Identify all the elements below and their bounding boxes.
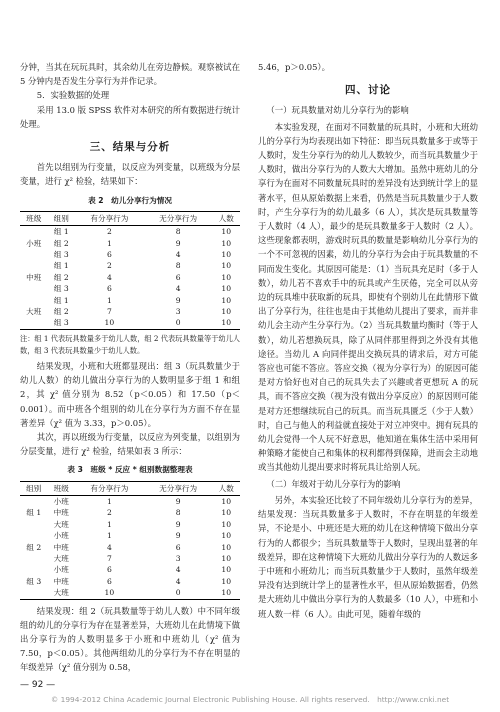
table-cell: 大班 [53,519,69,529]
table-cell: 中班 [26,272,42,282]
paragraph-discussion-1: 本实验发现，在面对不同数量的玩具时，小班和大班幼儿的分享行为均表现出如下特征：即当玩具数量多于或等于人数时，发生分享行为的幼儿人数较少，而当玩具数量少于人数时，做出分享行为的人数大大增加。虽然中班幼儿的分享行为在面对不同数量玩具时的差异没有达到统计学上的显著水平，但从原始数据上来看，仍然是当玩具数量少于人数时，产生分享行为的幼儿最多（6 人），其次是玩具数量等于人数时（4 人），最少的是玩具数量多于人数时（2 人）。这些现象都表明，游戏时玩具的数量是影响幼儿分享行为的一个不可忽视的因素，幼儿的分享行为会由于玩具数量的不同而发生变化。其原因可能是：（1）当玩具充足时（多于人数），幼儿若不喜欢手中的玩具或产生厌倦，完全可以从旁边的玩具堆中获取新的玩具，即使有个别幼儿在此情形下做出了分享行为，往往也是由于其他幼儿提出了要求，而并非幼儿会主动产生分享行为。（2）当玩具数量均衡时（等于人数），幼儿若想换玩具，除了从同伴那里得到之外没有其他途径。当幼儿 A 向同伴提出交换玩具的请求后，对方可能答应也可能不答应。答应交换（视为分享行为）的原因可能是对方恰好也对自己的玩具失去了兴趣或者更想玩 A 的玩具，而不答应交换（视为没有做出分享反应）的原因则可能是对方还想继续玩自己的玩具。而当玩具匮乏（少于人数）时，自己与他人的利益就直接处于对立冲突中。拥有玩具的幼儿会觉得一个人玩不好意思，他知道在集体生活中采用何种策略才能使自己和集体的权利都得到保障，进而会主动地或当其他幼儿提出要求时将玩具让给别人玩。 [258,121,478,473]
table-cell: 10 [221,576,232,586]
table-header-cell: 有分享行为 [75,211,144,225]
table-row [20,272,240,283]
table-cell [20,249,48,260]
table-cell: 10 [221,542,232,552]
table-cell: 0 [144,317,213,329]
table-header-cell: 班级 [48,481,76,495]
table-cell [20,295,48,306]
table-cell: 中班 [53,542,69,552]
paragraph-intro-cont: 分钟，当其在玩玩具时，其余幼儿在旁边静候。观察被试在 5 分钟内是否发生分享行为并作记录。 [20,62,240,87]
table-2-note: 注：组 1 代表玩具数量多于幼儿人数，组 2 代表玩具数量等于幼儿人数，组 3 代表玩具数量少于幼儿人数。 [20,333,240,355]
table-row [20,260,240,271]
table-2 [20,211,240,330]
paragraph-cont: 5.46，p＞0.05）。 [258,62,330,72]
table-cell: 10 [221,284,232,294]
table-cell: 9 [175,519,181,529]
table-cell: 小班 [53,531,69,541]
table-cell: 10 [221,250,232,260]
table-cell: 10 [221,565,232,575]
table-cell: 6 [106,565,112,575]
table-cell: 组 2 [53,272,69,282]
table-cell: 组 2 [26,542,42,552]
table-cell: 10 [221,496,232,506]
table-cell: 6 [175,542,181,552]
paragraph-data-processing: 采用 13.0 版 SPSS 软件对本研究的所有数据进行统计处理。 [20,104,240,129]
table-row [20,295,240,306]
table-cell [20,519,48,530]
table-row [20,576,240,587]
table-row [20,306,240,317]
table-row [20,519,240,530]
table-cell: 10 [221,519,232,529]
right-column [258,60,478,621]
table-cell: 6 [106,250,112,260]
table-cell: 10 [221,531,232,541]
table-cell: 10 [221,238,232,248]
section-4-heading: 四、讨论 [345,84,391,97]
paragraph-discussion-2: 另外，本实验还比较了不同年级幼儿分享行为的差异，结果发现：当玩具数量多于人数时，不存在明显的年级差异，不论是小、中班还是大班的幼儿在这种情境下做出分享行为的人都很少；当玩具数量等于人数时，呈现出显著的年级差异，即在这种情境下大班幼儿做出分享行为的人数远多于中班和小班幼儿；而当玩具数量少于人数时，虽然年级差异没有达到统计学上的显著性水平，但从原始数据看，仍然是大班幼儿中做出分享行为的人数最多（10 人），中班和小班人数一样（6 人）。由此可见，随着年级的 [258,494,478,619]
copyright-footer: © 1994-2012 China Academic Journal Electronic Publishing House. All rights reserved. http://www.cnki.net [50,695,450,704]
table-cell: 2 [106,508,112,518]
table-cell: 6 [106,576,112,586]
table-cell: 10 [221,295,232,305]
table-row [20,226,240,238]
table-cell: 9 [175,295,181,305]
table-cell: 1 [106,531,112,541]
table-row [20,317,240,329]
table-cell: 组 1 [26,508,42,518]
table-cell: 中班 [53,576,69,586]
table-cell: 组 2 [53,307,69,317]
table-cell: 组 3 [53,284,69,294]
table-3 [20,481,240,600]
table-cell: 9 [175,531,181,541]
table-cell: 组 3 [26,576,42,586]
table-header-cell: 有分享行为 [75,481,144,495]
table-cell: 10 [221,307,232,317]
table-cell: 组 1 [53,227,69,237]
paragraph-chi-intro: 首先以组别为行变量，以反应为列变量，以班级为分层变量，进行 χ² 检验，结果如下： [20,162,240,187]
table-header-cell: 人数 [213,481,241,495]
table-cell: 8 [175,508,181,518]
section-3-heading: 三、结果与分析 [89,141,171,154]
table-cell [20,564,48,575]
table-cell: 4 [106,542,112,552]
table-cell: 10 [221,553,232,563]
table-cell: 7 [106,553,112,563]
table-cell [20,260,48,271]
table-row [20,564,240,575]
table-cell: 组 3 [48,317,76,329]
table-cell: 小班 [53,565,69,575]
table-cell: 4 [106,272,112,282]
table-cell: 0 [144,587,213,599]
table-cell [20,553,48,564]
table-cell: 6 [106,284,112,294]
table-cell: 10 [221,508,232,518]
table-cell: 10 [213,317,241,329]
table-header-cell: 组别 [20,481,48,495]
subsection-1-heading: （一）玩具数量对幼儿分享行为的影响 [266,105,409,116]
table-cell: 小班 [53,496,69,506]
table-cell: 4 [175,284,181,294]
table-cell: 1 [106,519,112,529]
table-cell [20,530,48,541]
table-cell [20,495,48,507]
table-row [20,553,240,564]
paragraph-result-2: 其次，再以班级为行变量，以反应为列变量，以组别为分层变量，进行 χ² 检验，结果如表 3 所示： [20,431,240,457]
table-cell: 中班 [53,508,69,518]
table-2-caption: 表 2 幼儿分享行为情况 [88,195,172,205]
table-cell: 9 [175,496,181,506]
table-cell: 3 [175,307,181,317]
table-cell: 7 [106,307,112,317]
table-cell: 1 [106,295,112,305]
table-cell: 8 [175,227,181,237]
paragraph-result-1: 结果发现，小班和大班都显现出：组 3（玩具数量少于幼儿人数）的幼儿做出分享行为的人数明显多于组 1 和组 2，其 χ² 值分别为 8.52（p＜0.05）和 17.50（p＜0.001）。而中班各个组别的幼儿在分享行为方面不存在显著差异（χ² 值为 3.33，p＞0.05）。 [20,360,240,428]
table-row [20,238,240,249]
table-row [20,495,240,507]
table-cell: 小班 [26,238,42,248]
table-cell: 10 [221,261,232,271]
table-cell: 组 1 [53,295,69,305]
table-header-cell: 人数 [213,211,241,225]
table-cell: 1 [106,238,112,248]
table-cell: 组 2 [53,238,69,248]
table-cell: 2 [106,261,112,271]
table-cell: 8 [175,261,181,271]
table-header-cell: 班级 [20,211,48,225]
table-cell: 组 1 [53,261,69,271]
table-row [20,507,240,518]
table-cell: 组 3 [53,250,69,260]
left-column [20,60,240,675]
table-cell: 1 [106,496,112,506]
table-row [20,283,240,294]
table-cell [20,283,48,294]
table-cell: 10 [221,227,232,237]
table-row [20,249,240,260]
table-cell: 大班 [48,587,76,599]
table-cell: 10 [213,587,241,599]
table-cell: 10 [75,317,144,329]
table-cell: 4 [175,250,181,260]
table-cell: 10 [75,587,144,599]
table-row [20,542,240,553]
table-cell: 9 [175,238,181,248]
table-cell: 6 [175,272,181,282]
table-cell: 4 [175,565,181,575]
table-cell [20,587,48,599]
paragraph-result-3: 结果发现：组 2（玩具数量等于幼儿人数）中不同年级组的幼儿的分享行为存在显著差异，大班幼儿在此情境下做出分享行为的人数明显多于小班和中班幼儿（χ² 值为 7.50，p＜0.05）。其他两组幼儿的分享行为不存在明显的年级差异（χ² 值分别为 0.58， [20,605,240,673]
table-cell: 大班 [26,307,42,317]
table-header-cell: 无分享行为 [144,211,213,225]
section-5-title: 5．实验数据的处理 [36,90,110,101]
table-row [20,587,240,599]
table-header-cell: 组别 [48,211,76,225]
subsection-2-heading: （二）年级对于幼儿分享行为的影响 [266,478,401,489]
table-header-cell: 无分享行为 [144,481,213,495]
table-cell: 2 [106,227,112,237]
table-3-caption: 表 3 班级 * 反应 * 组别数据整理表 [67,465,193,475]
table-row [20,530,240,541]
page-number: — 92 — [20,680,56,690]
table-cell: 3 [175,553,181,563]
table-cell [20,226,48,238]
table-cell: 10 [221,272,232,282]
table-cell: 大班 [53,553,69,563]
table-cell: 4 [175,576,181,586]
table-cell [20,317,48,329]
